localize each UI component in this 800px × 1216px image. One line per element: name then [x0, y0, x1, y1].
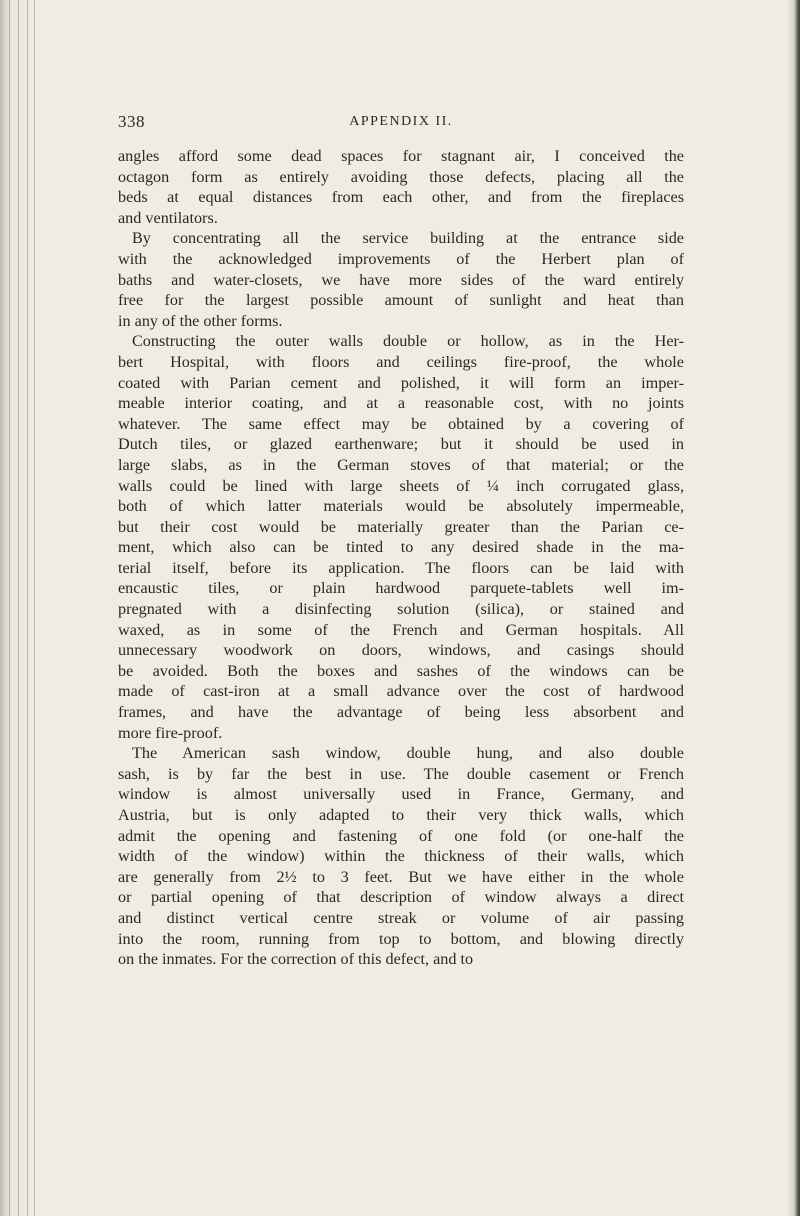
text-line: both of which latter materials would be absolutely impermeable,: [118, 497, 684, 516]
text-line: Constructing the outer walls double or hollow, as in the Her-: [132, 332, 684, 351]
text-line: window is almost universally used in France, Germany, and: [118, 785, 684, 804]
body-text: [118, 146, 684, 970]
text-line: admit the opening and fastening of one fold (or one-half the: [118, 826, 684, 845]
text-line: more fire-proof.: [118, 723, 223, 742]
running-head: APPENDIX II.: [349, 114, 453, 129]
text-line: coated with Parian cement and polished, it will form an imper-: [118, 373, 684, 392]
text-line: The American sash window, double hung, and also double: [132, 744, 684, 763]
text-line: free for the largest possible amount of sunlight and heat than: [118, 291, 684, 310]
page-binding-edge: [0, 0, 55, 1216]
text-line: are generally from 2½ to 3 feet. But we have either in the whole: [118, 867, 684, 886]
text-line: large slabs, as in the German stoves of that material; or the: [118, 455, 684, 474]
text-line: and ventilators.: [118, 208, 218, 227]
text-line: on the inmates. For the correction of this defect, and to: [118, 950, 474, 969]
text-line: whatever. The same effect may be obtained by a covering of: [118, 414, 684, 433]
text-line: waxed, as in some of the French and German hospitals. All: [118, 620, 684, 639]
text-line: terial itself, before its application. The floors can be laid with: [118, 558, 684, 577]
text-line: Dutch tiles, or glazed earthenware; but it should be used in: [118, 435, 684, 454]
text-line: with the acknowledged improvements of the Herbert plan of: [118, 249, 684, 268]
text-line: unnecessary woodwork on doors, windows, and casings should: [118, 641, 684, 660]
text-line: or partial opening of that description of window always a direct: [118, 888, 684, 907]
text-line: octagon form as entirely avoiding those defects, placing all the: [118, 167, 684, 186]
text-line: but their cost would be materially greater than the Parian ce-: [118, 517, 684, 536]
text-line: baths and water-closets, we have more sides of the ward entirely: [118, 270, 684, 289]
text-line: ment, which also can be tinted to any desired shade in the ma-: [118, 538, 684, 557]
text-line: into the room, running from top to bottom, and blowing directly: [118, 929, 684, 948]
text-line: be avoided. Both the boxes and sashes of the windows can be: [118, 661, 684, 680]
text-line: frames, and have the advantage of being less absorbent and: [118, 703, 684, 722]
text-line: pregnated with a disinfecting solution (silica), or stained and: [118, 600, 684, 619]
page-header: [118, 112, 684, 136]
text-line: sash, is by far the best in use. The double casement or French: [118, 764, 684, 783]
page-right-edge: [786, 0, 800, 1216]
text-line: and distinct vertical centre streak or volume of air passing: [118, 908, 684, 927]
text-line: By concentrating all the service building at the entrance side: [132, 229, 684, 248]
text-line: width of the window) within the thickness of their walls, which: [118, 847, 684, 866]
text-line: bert Hospital, with floors and ceilings fire-proof, the whole: [118, 352, 684, 371]
text-line: walls could be lined with large sheets of ¼ inch corrugated glass,: [118, 476, 684, 495]
text-line: Austria, but is only adapted to their very thick walls, which: [118, 806, 684, 824]
text-line: in any of the other forms.: [118, 311, 283, 330]
text-line: made of cast-iron at a small advance over the cost of hardwood: [118, 682, 684, 701]
text-line: meable interior coating, and at a reasonable cost, with no joints: [118, 394, 684, 413]
text-line: encaustic tiles, or plain hardwood parquete-tablets well im-: [118, 579, 684, 598]
text-line: beds at equal distances from each other, and from the fireplaces: [118, 188, 684, 207]
text-line: angles afford some dead spaces for stagnant air, I conceived the: [118, 147, 684, 165]
page-number: 338: [118, 112, 145, 131]
